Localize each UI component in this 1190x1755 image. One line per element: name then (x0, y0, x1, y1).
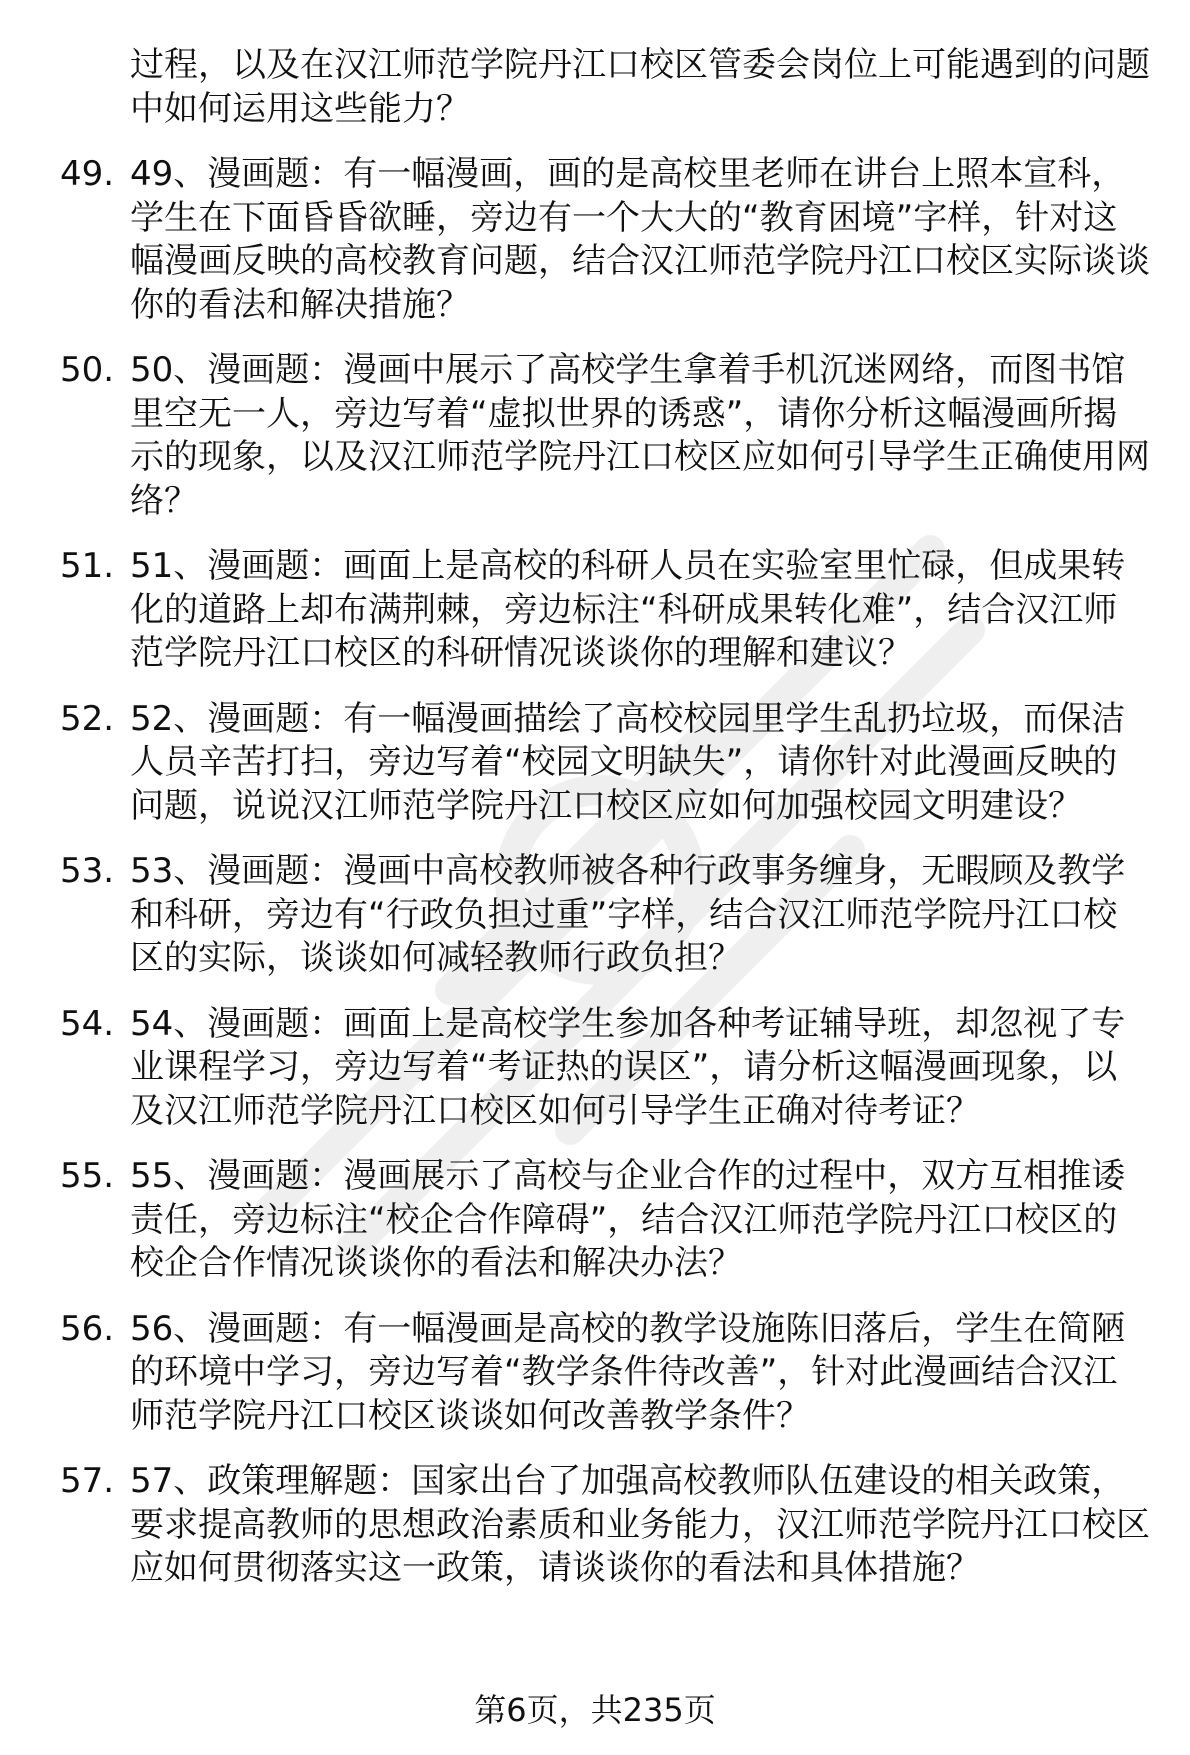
question-number: 57. (60, 1461, 115, 1501)
question-number: 56. (60, 1308, 115, 1349)
question-text: 55、漫画题：漫画展示了高校与企业合作的过程中，双方互相推诿责任，旁边标注“校企合作障碍”，结合汉江师范学院丹江口校区的校企合作情况谈谈你的看法和解决办法？ (130, 1156, 1126, 1283)
question-text: 51、漫画题：画面上是高校的科研人员在实验室里忙碌，但成果转化的道路上却布满荆棘，旁边标注“科研成果转化难”，结合汉江师范学院丹江口校区的科研情况谈谈你的理解和建议？ (130, 546, 1126, 673)
question-text: 52、漫画题：有一幅漫画描绘了高校校园里学生乱扔垃圾，而保洁人员辛苦打扫，旁边写着“校园文明缺失”，请你针对此漫画反映的问题，说说汉江师范学院丹江口校区应如何加强校园文明建设？ (130, 698, 1126, 826)
question-text: 56、漫画题：有一幅漫画是高校的教学设施陈旧落后，学生在简陋的环境中学习，旁边写着“教学条件待改善”，针对此漫画结合汉江师范学院丹江口校区谈谈如何改善教学条件？ (130, 1308, 1126, 1436)
question-number: 51. (60, 546, 115, 586)
question-number: 50. (60, 350, 115, 390)
intro-paragraph: 过程，以及在汉江师范学院丹江口校区管委会岗位上可能遇到的问题中如何运用这些能力？ (130, 45, 1150, 129)
question-item (60, 698, 1150, 829)
question-text: 50、漫画题：漫画中展示了高校学生拿着手机沉迷网络，而图书馆里空无一人，旁边写着“虚拟世界的诱惑”，请你分析这幅漫画所揭示的现象，以及汉江师范学院丹江口校区应如何引导学生正确使用网络？ (130, 350, 1150, 521)
question-item (60, 1155, 1150, 1286)
question-item (60, 1308, 1150, 1439)
question-text: 54、漫画题：画面上是高校学生参加各种考证辅导班，却忽视了专业课程学习，旁边写着“考证热的误区”，请分析这幅漫画现象，以及汉江师范学院丹江口校区如何引导学生正确对待考证？ (130, 1003, 1126, 1131)
question-item (60, 545, 1150, 676)
question-number: 55. (60, 1156, 115, 1196)
question-number: 49. (60, 154, 115, 194)
question-number: 53. (60, 851, 115, 891)
question-item (60, 349, 1150, 523)
question-item (60, 153, 1150, 327)
question-number: 54. (60, 1003, 115, 1044)
document-content (60, 44, 1150, 1613)
question-item (60, 1003, 1150, 1134)
question-text: 57、政策理解题：国家出台了加强高校教师队伍建设的相关政策，要求提高教师的思想政治素质和业务能力，汉江师范学院丹江口校区应如何贯彻落实这一政策，请谈谈你的看法和具体措施？ (130, 1461, 1150, 1588)
page-footer: 第6页，共235页 (474, 1691, 716, 1729)
question-item (60, 1460, 1150, 1591)
question-text: 49、漫画题：有一幅漫画，画的是高校里老师在讲台上照本宣科，学生在下面昏昏欲睡，旁边有一个大大的“教育困境”字样，针对这幅漫画反映的高校教育问题，结合汉江师范学院丹江口校区实际谈谈你的看法和解决措施？ (130, 154, 1150, 325)
question-number: 52. (60, 698, 115, 739)
question-item (60, 850, 1150, 981)
question-text: 53、漫画题：漫画中高校教师被各种行政事务缠身，无暇顾及教学和科研，旁边有“行政负担过重”字样，结合汉江师范学院丹江口校区的实际，谈谈如何减轻教师行政负担？ (130, 851, 1126, 978)
